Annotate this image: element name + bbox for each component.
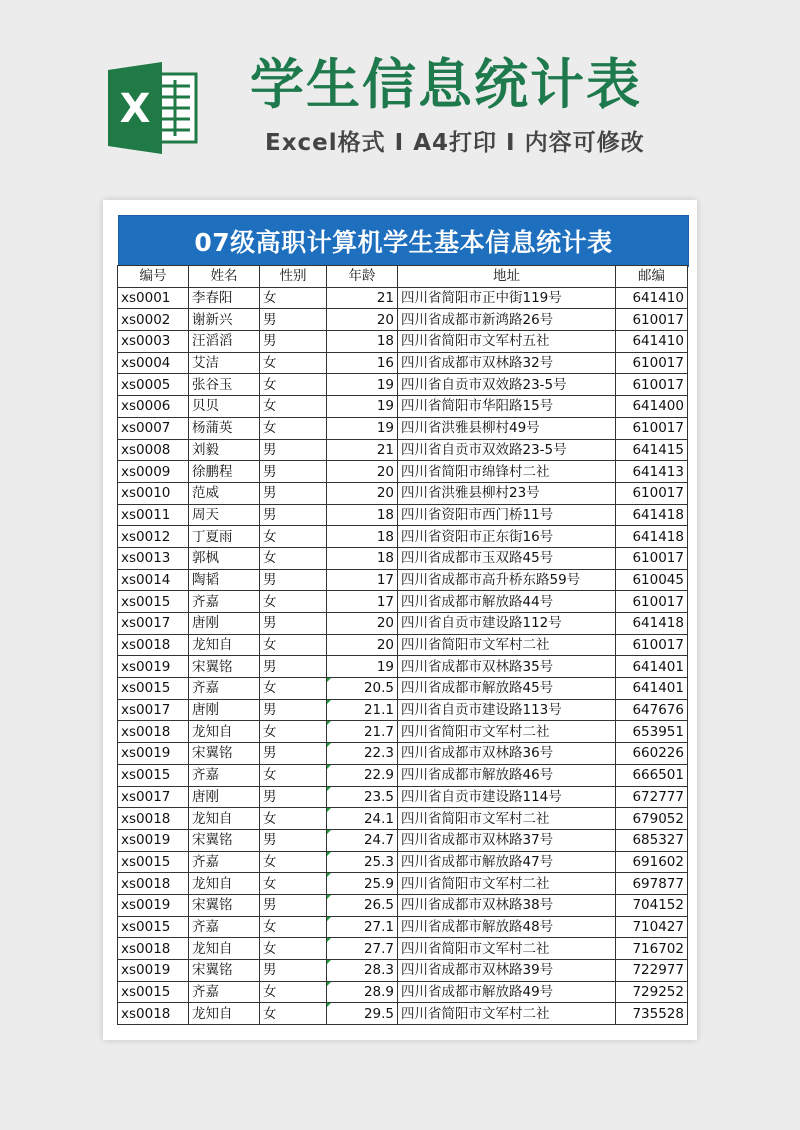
cell-gender: 男 xyxy=(260,331,327,353)
cell-name: 齐嘉 xyxy=(189,981,260,1003)
excel-logo-icon xyxy=(104,60,200,156)
cell-age: 27.7 xyxy=(327,938,398,960)
cell-address: 四川省简阳市文军村二社 xyxy=(398,873,616,895)
cell-age: 24.1 xyxy=(327,808,398,830)
cell-name: 唐刚 xyxy=(189,699,260,721)
cell-gender: 女 xyxy=(260,981,327,1003)
cell-gender: 女 xyxy=(260,851,327,873)
cell-address: 四川省成都市解放路48号 xyxy=(398,916,616,938)
cell-name: 贝贝 xyxy=(189,396,260,418)
cell-name: 齐嘉 xyxy=(189,591,260,613)
table-row xyxy=(118,613,688,635)
cell-gender: 女 xyxy=(260,634,327,656)
cell-gender: 男 xyxy=(260,743,327,765)
cell-gender: 女 xyxy=(260,678,327,700)
cell-zip: 666501 xyxy=(616,764,688,786)
cell-gender: 男 xyxy=(260,829,327,851)
cell-age: 19 xyxy=(327,656,398,678)
cell-address: 四川省自贡市双效路23-5号 xyxy=(398,374,616,396)
cell-gender: 女 xyxy=(260,916,327,938)
cell-zip: 653951 xyxy=(616,721,688,743)
cell-zip: 610017 xyxy=(616,482,688,504)
cell-zip: 672777 xyxy=(616,786,688,808)
cell-address: 四川省洪雅县柳村49号 xyxy=(398,417,616,439)
cell-name: 齐嘉 xyxy=(189,916,260,938)
cell-age: 18 xyxy=(327,526,398,548)
cell-age: 19 xyxy=(327,374,398,396)
cell-gender: 女 xyxy=(260,287,327,309)
cell-gender: 女 xyxy=(260,873,327,895)
table-row xyxy=(118,786,688,808)
cell-name: 杨蒲英 xyxy=(189,417,260,439)
cell-gender: 男 xyxy=(260,309,327,331)
cell-age: 19 xyxy=(327,417,398,439)
table-row xyxy=(118,352,688,374)
cell-age: 21 xyxy=(327,287,398,309)
cell-address: 四川省成都市新鸿路26号 xyxy=(398,309,616,331)
cell-address: 四川省成都市解放路47号 xyxy=(398,851,616,873)
table-row xyxy=(118,331,688,353)
cell-zip: 610017 xyxy=(616,417,688,439)
cell-name: 唐刚 xyxy=(189,613,260,635)
cell-address: 四川省成都市双林路39号 xyxy=(398,960,616,982)
cell-zip: 647676 xyxy=(616,699,688,721)
cell-age: 27.1 xyxy=(327,916,398,938)
cell-address: 四川省自贡市建设路112号 xyxy=(398,613,616,635)
cell-age: 25.9 xyxy=(327,873,398,895)
cell-name: 宋翼铭 xyxy=(189,960,260,982)
cell-gender: 男 xyxy=(260,894,327,916)
cell-name: 徐鹏程 xyxy=(189,461,260,483)
cell-id: xs0008 xyxy=(118,439,189,461)
cell-id: xs0004 xyxy=(118,352,189,374)
col-header-name: 姓名 xyxy=(189,266,260,288)
cell-id: xs0019 xyxy=(118,894,189,916)
cell-zip: 641400 xyxy=(616,396,688,418)
table-row xyxy=(118,526,688,548)
cell-name: 龙知自 xyxy=(189,873,260,895)
cell-address: 四川省简阳市文军村五社 xyxy=(398,331,616,353)
cell-id: xs0019 xyxy=(118,656,189,678)
cell-age: 20.5 xyxy=(327,678,398,700)
cell-gender: 女 xyxy=(260,938,327,960)
cell-zip: 641410 xyxy=(616,287,688,309)
cell-zip: 610017 xyxy=(616,634,688,656)
table-row xyxy=(118,894,688,916)
cell-zip: 641418 xyxy=(616,613,688,635)
cell-zip: 679052 xyxy=(616,808,688,830)
table-row xyxy=(118,808,688,830)
cell-age: 20 xyxy=(327,461,398,483)
cell-zip: 722977 xyxy=(616,960,688,982)
cell-zip: 685327 xyxy=(616,829,688,851)
cell-age: 18 xyxy=(327,547,398,569)
table-row xyxy=(118,547,688,569)
cell-id: xs0019 xyxy=(118,829,189,851)
cell-id: xs0019 xyxy=(118,960,189,982)
cell-zip: 697877 xyxy=(616,873,688,895)
cell-id: xs0015 xyxy=(118,678,189,700)
cell-address: 四川省成都市双林路36号 xyxy=(398,743,616,765)
cell-zip: 710427 xyxy=(616,916,688,938)
student-table xyxy=(117,265,688,1025)
cell-address: 四川省资阳市西门桥11号 xyxy=(398,504,616,526)
cell-name: 宋翼铭 xyxy=(189,894,260,916)
cell-name: 宋翼铭 xyxy=(189,656,260,678)
cell-address: 四川省简阳市文军村二社 xyxy=(398,1003,616,1025)
cell-age: 18 xyxy=(327,331,398,353)
cell-name: 龙知自 xyxy=(189,634,260,656)
cell-id: xs0015 xyxy=(118,851,189,873)
cell-age: 26.5 xyxy=(327,894,398,916)
cell-id: xs0018 xyxy=(118,938,189,960)
cell-id: xs0018 xyxy=(118,634,189,656)
cell-name: 龙知自 xyxy=(189,938,260,960)
cell-gender: 男 xyxy=(260,439,327,461)
cell-id: xs0003 xyxy=(118,331,189,353)
table-row xyxy=(118,504,688,526)
table-row xyxy=(118,1003,688,1025)
cell-id: xs0017 xyxy=(118,613,189,635)
cell-name: 宋翼铭 xyxy=(189,829,260,851)
spreadsheet-preview xyxy=(103,200,697,1040)
cell-name: 张谷玉 xyxy=(189,374,260,396)
cell-id: xs0018 xyxy=(118,721,189,743)
cell-address: 四川省自贡市双效路23-5号 xyxy=(398,439,616,461)
col-header-id: 编号 xyxy=(118,266,189,288)
cell-gender: 男 xyxy=(260,786,327,808)
cell-zip: 729252 xyxy=(616,981,688,1003)
cell-age: 22.9 xyxy=(327,764,398,786)
cell-name: 李春阳 xyxy=(189,287,260,309)
cell-name: 龙知自 xyxy=(189,721,260,743)
cell-id: xs0005 xyxy=(118,374,189,396)
cell-gender: 男 xyxy=(260,461,327,483)
cell-age: 17 xyxy=(327,591,398,613)
cell-age: 20 xyxy=(327,309,398,331)
cell-zip: 610017 xyxy=(616,591,688,613)
table-row xyxy=(118,851,688,873)
table-row xyxy=(118,656,688,678)
cell-id: xs0012 xyxy=(118,526,189,548)
cell-gender: 男 xyxy=(260,613,327,635)
cell-name: 陶韬 xyxy=(189,569,260,591)
table-row xyxy=(118,699,688,721)
cell-id: xs0019 xyxy=(118,743,189,765)
cell-id: xs0011 xyxy=(118,504,189,526)
cell-age: 22.3 xyxy=(327,743,398,765)
col-header-gender: 性别 xyxy=(260,266,327,288)
cell-age: 24.7 xyxy=(327,829,398,851)
cell-gender: 女 xyxy=(260,547,327,569)
cell-id: xs0002 xyxy=(118,309,189,331)
cell-gender: 女 xyxy=(260,374,327,396)
cell-zip: 716702 xyxy=(616,938,688,960)
cell-age: 17 xyxy=(327,569,398,591)
table-row xyxy=(118,482,688,504)
cell-name: 丁夏雨 xyxy=(189,526,260,548)
table-row xyxy=(118,396,688,418)
cell-id: xs0015 xyxy=(118,764,189,786)
cell-zip: 660226 xyxy=(616,743,688,765)
cell-zip: 610017 xyxy=(616,352,688,374)
cell-name: 龙知自 xyxy=(189,808,260,830)
table-row xyxy=(118,960,688,982)
cell-id: xs0010 xyxy=(118,482,189,504)
cell-age: 16 xyxy=(327,352,398,374)
cell-gender: 男 xyxy=(260,482,327,504)
cell-address: 四川省简阳市文军村二社 xyxy=(398,634,616,656)
cell-name: 汪滔滔 xyxy=(189,331,260,353)
cell-address: 四川省成都市解放路44号 xyxy=(398,591,616,613)
cell-id: xs0015 xyxy=(118,916,189,938)
cell-age: 23.5 xyxy=(327,786,398,808)
cell-gender: 女 xyxy=(260,808,327,830)
cell-age: 29.5 xyxy=(327,1003,398,1025)
cell-gender: 女 xyxy=(260,352,327,374)
cell-age: 19 xyxy=(327,396,398,418)
svg-text:X: X xyxy=(119,86,151,132)
cell-address: 四川省成都市双林路35号 xyxy=(398,656,616,678)
cell-address: 四川省成都市双林路37号 xyxy=(398,829,616,851)
table-row xyxy=(118,417,688,439)
cell-age: 28.3 xyxy=(327,960,398,982)
cell-age: 28.9 xyxy=(327,981,398,1003)
cell-id: xs0013 xyxy=(118,547,189,569)
table-row xyxy=(118,873,688,895)
table-row xyxy=(118,743,688,765)
cell-zip: 691602 xyxy=(616,851,688,873)
cell-id: xs0017 xyxy=(118,786,189,808)
cell-age: 21.7 xyxy=(327,721,398,743)
cell-age: 25.3 xyxy=(327,851,398,873)
cell-zip: 641415 xyxy=(616,439,688,461)
cell-gender: 男 xyxy=(260,504,327,526)
cell-zip: 610017 xyxy=(616,309,688,331)
col-header-age: 年龄 xyxy=(327,266,398,288)
cell-id: xs0009 xyxy=(118,461,189,483)
cell-id: xs0015 xyxy=(118,981,189,1003)
cell-name: 龙知自 xyxy=(189,1003,260,1025)
cell-gender: 男 xyxy=(260,656,327,678)
table-row xyxy=(118,591,688,613)
cell-age: 21.1 xyxy=(327,699,398,721)
cell-id: xs0018 xyxy=(118,1003,189,1025)
cell-address: 四川省简阳市正中街119号 xyxy=(398,287,616,309)
table-row xyxy=(118,764,688,786)
table-row xyxy=(118,569,688,591)
table-row xyxy=(118,634,688,656)
cell-zip: 641418 xyxy=(616,526,688,548)
cell-age: 20 xyxy=(327,613,398,635)
cell-zip: 641413 xyxy=(616,461,688,483)
cell-age: 21 xyxy=(327,439,398,461)
cell-address: 四川省成都市双林路38号 xyxy=(398,894,616,916)
cell-zip: 704152 xyxy=(616,894,688,916)
cell-address: 四川省成都市高升桥东路59号 xyxy=(398,569,616,591)
cell-name: 周天 xyxy=(189,504,260,526)
cell-gender: 女 xyxy=(260,1003,327,1025)
table-row xyxy=(118,287,688,309)
cell-zip: 610017 xyxy=(616,547,688,569)
col-header-address: 地址 xyxy=(398,266,616,288)
cell-gender: 女 xyxy=(260,396,327,418)
table-row xyxy=(118,916,688,938)
sheet-title: 07级高职计算机学生基本信息统计表 xyxy=(118,215,689,267)
cell-id: xs0017 xyxy=(118,699,189,721)
table-row xyxy=(118,721,688,743)
cell-address: 四川省成都市解放路49号 xyxy=(398,981,616,1003)
cell-name: 艾洁 xyxy=(189,352,260,374)
table-row xyxy=(118,938,688,960)
cell-gender: 女 xyxy=(260,526,327,548)
cell-age: 20 xyxy=(327,634,398,656)
cell-zip: 641418 xyxy=(616,504,688,526)
page-subtitle: Excel格式 I A4打印 I 内容可修改 xyxy=(265,130,645,156)
cell-gender: 女 xyxy=(260,721,327,743)
cell-age: 20 xyxy=(327,482,398,504)
cell-id: xs0018 xyxy=(118,808,189,830)
cell-name: 刘毅 xyxy=(189,439,260,461)
cell-id: xs0001 xyxy=(118,287,189,309)
cell-address: 四川省成都市解放路46号 xyxy=(398,764,616,786)
cell-gender: 女 xyxy=(260,591,327,613)
cell-address: 四川省简阳市文军村二社 xyxy=(398,938,616,960)
table-row xyxy=(118,461,688,483)
cell-name: 郭枫 xyxy=(189,547,260,569)
cell-gender: 男 xyxy=(260,960,327,982)
table-row xyxy=(118,309,688,331)
table-row xyxy=(118,374,688,396)
cell-address: 四川省成都市解放路45号 xyxy=(398,678,616,700)
cell-address: 四川省自贡市建设路114号 xyxy=(398,786,616,808)
cell-address: 四川省成都市玉双路45号 xyxy=(398,547,616,569)
cell-name: 唐刚 xyxy=(189,786,260,808)
cell-name: 齐嘉 xyxy=(189,851,260,873)
cell-age: 18 xyxy=(327,504,398,526)
cell-gender: 男 xyxy=(260,569,327,591)
cell-id: xs0018 xyxy=(118,873,189,895)
cell-zip: 641401 xyxy=(616,656,688,678)
cell-gender: 女 xyxy=(260,417,327,439)
cell-address: 四川省资阳市正东街16号 xyxy=(398,526,616,548)
cell-zip: 610045 xyxy=(616,569,688,591)
cell-id: xs0014 xyxy=(118,569,189,591)
cell-zip: 641401 xyxy=(616,678,688,700)
cell-id: xs0007 xyxy=(118,417,189,439)
cell-zip: 641410 xyxy=(616,331,688,353)
cell-name: 宋翼铭 xyxy=(189,743,260,765)
cell-address: 四川省简阳市文军村二社 xyxy=(398,721,616,743)
page-title: 学生信息统计表 xyxy=(250,53,642,116)
cell-address: 四川省简阳市绵锋村二社 xyxy=(398,461,616,483)
col-header-zip: 邮编 xyxy=(616,266,688,288)
cell-zip: 735528 xyxy=(616,1003,688,1025)
table-header-row xyxy=(118,266,688,288)
cell-gender: 女 xyxy=(260,764,327,786)
cell-address: 四川省洪雅县柳村23号 xyxy=(398,482,616,504)
table-row xyxy=(118,829,688,851)
cell-name: 齐嘉 xyxy=(189,764,260,786)
table-row xyxy=(118,678,688,700)
cell-gender: 男 xyxy=(260,699,327,721)
cell-id: xs0006 xyxy=(118,396,189,418)
cell-address: 四川省成都市双林路32号 xyxy=(398,352,616,374)
cell-address: 四川省简阳市文军村二社 xyxy=(398,808,616,830)
cell-address: 四川省自贡市建设路113号 xyxy=(398,699,616,721)
cell-name: 谢新兴 xyxy=(189,309,260,331)
cell-id: xs0015 xyxy=(118,591,189,613)
table-row xyxy=(118,981,688,1003)
cell-name: 齐嘉 xyxy=(189,678,260,700)
cell-name: 范威 xyxy=(189,482,260,504)
table-row xyxy=(118,439,688,461)
cell-zip: 610017 xyxy=(616,374,688,396)
cell-address: 四川省简阳市华阳路15号 xyxy=(398,396,616,418)
